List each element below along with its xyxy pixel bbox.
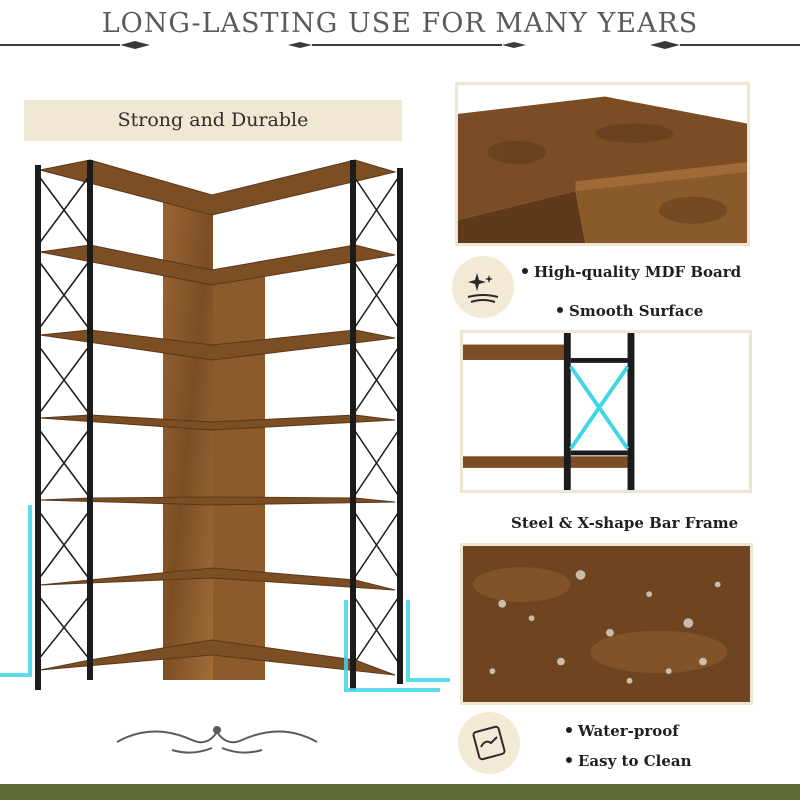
feature-frame: Steel & X-shape Bar Frame [511,514,739,532]
feature-waterproof: Water-proof [566,722,679,740]
feature-clean: Easy to Clean [566,752,692,770]
page-headline: LONG-LASTING USE FOR MANY YEARS [101,8,699,39]
strong-durable-ribbon: Strong and Durable [24,100,402,141]
feature-board: High-quality MDF Board [522,263,741,281]
headline-divider-ornament [0,38,800,52]
wiping-hand-icon [458,712,520,774]
decorative-flourish-ornament [112,712,322,762]
steel-frame-closeup-panel [460,330,752,493]
feature-surface: Smooth Surface [557,302,703,320]
corner-bookshelf-image [0,150,450,695]
sparkle-surface-icon [452,256,514,318]
water-droplets-image [463,546,750,702]
mdf-board-image [458,85,747,243]
mdf-board-closeup-panel [455,82,750,246]
footer-bar [0,784,800,800]
waterproof-closeup-panel [460,543,753,705]
steel-frame-image [463,333,749,490]
